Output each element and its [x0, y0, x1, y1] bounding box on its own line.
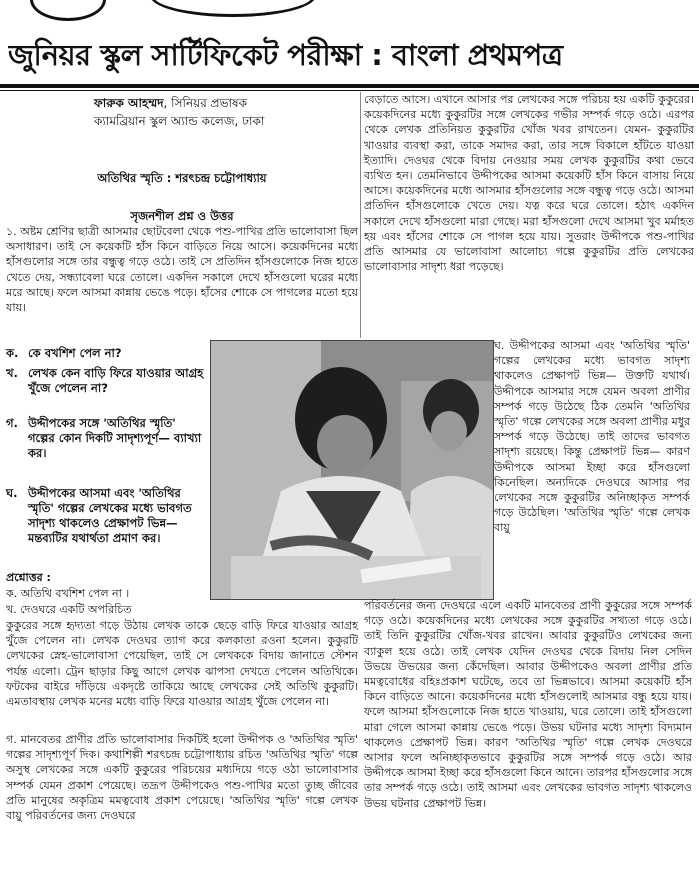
right-answer-gha: ঘ. উদ্দীপকের আসমা এবং 'অতিথির স্মৃতি' গল্পের লেখকের মধ্যে ভাবগত সাদৃশ্য থাকলেও প্রেক্ষাপট ভিন্ন— উক্তটি যথার্থ। উদ্দীপকে আসমার সঙ্গে যেমন অবলা প্রাণীর সম্পর্ক গড়ে উঠেছে ঠিক তেমনি 'অতিথির স্মৃতি' গল্পে লেখকের সঙ্গে অবলা প্রাণীর মধুর সম্পর্ক গড়ে উঠেছে। তাই তাদের ভাবগত সাদৃশ্য রয়েছে। কিন্তু প্রেক্ষাপট ভিন্ন— কারণ উদ্দীপকে আসমা ইচ্ছা করে হাঁসগুলো কিনেছিল। অন্যদিকে দেওঘরে আসার পর লেখকের সঙ্গে কুকুরটির অনিচ্ছাকৃত সম্পর্ক গড়ে উঠেছিল। 'অতিথির স্মৃতি' গল্পে লেখক বায়ু [494, 339, 690, 535]
column-divider [360, 92, 361, 338]
author-designation: , সিনিয়র প্রভাষক [163, 96, 248, 110]
right-column [364, 92, 694, 274]
answers-label: প্রশ্নোত্তর : [6, 571, 51, 584]
qa-heading: সৃজনশীল প্রশ্ন ও উত্তর [130, 209, 234, 223]
answer-kha-start: খ. দেওঘরে একটি অপরিচিত [6, 603, 132, 616]
masthead-ornament [30, 0, 106, 21]
question-ka: ক. কে বখশিশ পেল না? [6, 346, 122, 360]
question-kha: খ. লেখক কেন বাড়ি ফিরে যাওয়ার আগ্রহ খুঁজে পেলেন না? [6, 366, 204, 395]
story-title: অতিথির স্মৃতি : শরৎচন্দ্র চট্টোপাধ্যায় [97, 171, 267, 185]
author-affiliation: ক্যামব্রিয়ান স্কুল অ্যান্ড কলেজ, ঢাকা [94, 114, 265, 128]
answer-ka: ক. অতিথি বখশিশ পেল না । [6, 587, 130, 600]
question-ga: গ. উদ্দীপকের সঙ্গে 'অতিথির স্মৃতি' গল্পের কোন দিকটি সাদৃশ্যপূর্ণ— ব্যাখ্যা কর। [6, 416, 202, 460]
question-gha: ঘ. উদ্দীপকের আসমা এবং 'অতিথির স্মৃতি' গল্পের লেখকের মধ্যে ভাবগত সাদৃশ্য থাকলেও প্রেক্ষাপট ভিন্ন—মন্তব্যটির যথার্থতা প্রমাণ কর। [6, 486, 192, 545]
answer-gha-continued: পরিবর্তনের জন্য দেওঘরে এলে একটি মানবেতর প্রাণী কুকুরের সঙ্গে সম্পর্ক গড়ে ওঠে। কয়েকদিনের মধ্যে লেখকের সঙ্গে কুকুরটির সখ্যতা গড়ে ওঠে। তাই তিনি কুকুরটির খোঁজ-খবর রাখেন। আবার কুকুরটিও লেখকের জন্য ব্যাকুল হয়ে ওঠে। তাই লেখক যেদিন দেওঘর থেকে বিদায় নিল সেদিন উভয়ে উভয়ের জন্য কেঁদেছিল। আবার উদ্দীপকেও অবলা প্রাণীর প্রতি মমত্ববোধের বহিঃপ্রকাশ ঘটেছে, তবে তা ভিন্নভাবে। আসমা কয়েকটি হাঁস কিনে বাড়িতে আনে। কয়েকদিনের মধ্যে হাঁসগুলোই আসমার বন্ধু হয়ে যায়। ফলে আসমা হাঁসগুলোকে নিজ হাতে খাওয়ায়, ঘরে তোলে। তাই হাঁসগুলো মারা গেলে আসমা কান্নায় ভেঙে পড়ে। উভয় ঘটনার মধ্যে সাদৃশ্য বিদ্যমান থাকলেও প্রেক্ষাপট ভিন্ন। কারণ 'অতিথির স্মৃতি' গল্পে লেখক দেওঘরে আসার ফলে অনিচ্ছাকৃতভাবে কুকুরটির সঙ্গে সম্পর্ক গড়ে ওঠে। আর উদ্দীপকে আসমা ইচ্ছা করে হাঁসগুলো কিনে আনে। তারপর হাঁসগুলোর সঙ্গে তার সম্পর্ক গড়ে ওঠে। তাই আসমা এবং লেখকের ভাবগত সাদৃশ্য থাকলেও উভয় ঘটনার প্রেক্ষাপট ভিন্ন। [364, 599, 692, 810]
masthead-fragment [0, 0, 699, 26]
author-byline [94, 94, 264, 130]
question-stem: ১. অষ্টম শ্রেণির ছাত্রী আসমার ছোটবেলা থেকে পশু-পাখির প্রতি ভালোবাসা ছিল অসাধারণ। তাই সে কয়েকটি হাঁস কিনে বাড়িতে নিয়ে আসে। কয়েকদিনের মধ্যে হাঁসগুলোর সঙ্গে তার বন্ধুত্ব গড়ে ওঠে। তাই সে প্রতিদিন হাঁসগুলোকে নিজ হাতে খেতে দেয়, সন্ধ্যাবেলা ঘরে তোলে। একদিন সকালে দেখে হাঁসগুলো ঘরের মধ্যে মরে আছে। ফলে আসমা কান্নায় ভেঙে পড়ে। হাঁসের শোকে সে পাগলের মতো হয়ে যায়। [6, 225, 358, 315]
answer-ga: গ. মানবেতর প্রাণীর প্রতি ভালোবাসার দিকটিই হলো উদ্দীপক ও 'অতিথির স্মৃতি' গল্পের সাদৃশ্যপূর্ণ দিক। কথাশিল্পী শরৎচন্দ্র চট্টোপাধ্যায় রচিত 'অতিথির স্মৃতি' গল্পে অসুস্থ লেখকের সঙ্গে একটি কুকুরের পরিচয়ের মধ্যদিয়ে গড়ে ওঠা ভালোবাসার সম্পর্ক যেমন প্রকাশ পেয়েছে। তদ্রূপ উদ্দীপকেও পশু-পাখির মতো তুচ্ছ জীবের প্রতি মানুষের অকৃত্রিম মমত্ববোধ প্রকাশ পেয়েছে। 'অতিথির স্মৃতি' গল্পে লেখক বায়ু পরিবর্তনের জন্য দেওঘরে [6, 733, 358, 823]
headline-rule-thin [0, 90, 699, 91]
headline-rule [0, 84, 699, 88]
student-exam-photo [210, 340, 494, 600]
answer-ga-continued: বেড়াতে আসে। এখানে আসার পর লেখকের সঙ্গে পরিচয় হয় একটি কুকুরের। কয়েকদিনের মধ্যে কুকুরটির সঙ্গে লেখকের গভীর সম্পর্ক গড়ে ওঠে। এরপর থেকে লেখক প্রতিনিয়ত কুকুরটির খোঁজ খবর রাখতেন। যেমন- কুকুরটির খাওয়ার ব্যবস্থা করা, তাকে সমাদর করা, তার সঙ্গে বিকালে হাঁটতে যাওয়া ইত্যাদি। দেওঘর থেকে বিদায় নেওয়ার সময় লেখক কুকুরটির কথা ভেবে ব্যথিত হন। তেমনিভাবে উদ্দীপকের আসমা কয়েকটি হাঁস কিনে বাসায় নিয়ে আসে। কয়েকদিনের মধ্যে আসমার হাঁসগুলোর সঙ্গে বন্ধুত্ব গড়ে ওঠে। আসমা প্রতিদিন হাঁসগুলোকে খেতে দেয়। যত্ন করে ঘরে তোলে। হঠাৎ একদিন সকালে দেখে হাঁসগুলো মারা গেছে। মরা হাঁসগুলো দেখে আসমা খুব মর্মাহত হয় এবং হাঁসের শোকে সে পাগল হয়ে যায়। সুতরাং উদ্দীপকে পশু-পাখির প্রতি আসমার যে ভালোবাসা আলোচ্য গল্পে কুকুরটির প্রতি লেখকের ভালোবাসার সাদৃশ্য ধরা পড়েছে। [364, 93, 694, 274]
masthead-ornament [150, 0, 316, 17]
page-headline: জুনিয়র স্কুল সার্টিফিকেট পরীক্ষা : বাংলা প্রথমপত্র [8, 38, 563, 72]
author-name: ফারুক আহম্মদ [94, 96, 164, 110]
answer-kha: কুকুরের সঙ্গে হৃদ্যতা গড়ে উঠায় লেখক তাকে ছেড়ে বাড়ি ফিরে যাওয়ার আগ্রহ খুঁজে পেলেন না। লেখক দেওঘর ত্যাগ করে কলকাতা রওনা হলেন। কুকুরটি লেখকের স্নেহ-ভালোবাসা পেয়েছিল, তাই সে লেখককে বিদায় জানাতে স্টেশন পর্যন্ত এলো। ট্রেন ছাড়ার কিছু আগে লেখক ঝাপসা দেখতে পেলেন অতিথিকে। ফটকের বাইরে দাঁড়িয়ে একদৃষ্টে তাকিয়ে আছে লেখকের সেই অতিথি কুকুরটি। এমতাবস্থায় লেখক মনের মধ্যে বাড়ি ফিরে যাওয়ার আগ্রহ খুঁজে পেলেন না। [6, 619, 358, 709]
